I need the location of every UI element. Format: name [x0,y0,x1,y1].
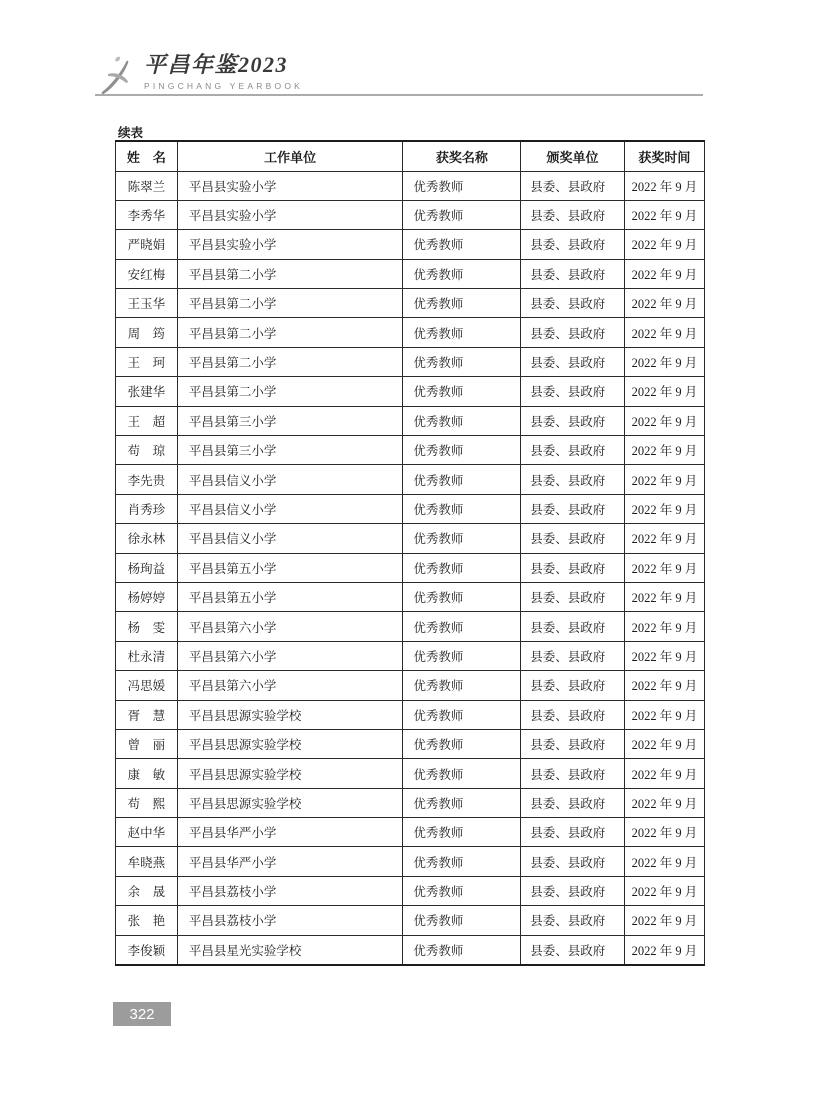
issuer-cell: 县委、县政府 [521,494,625,523]
issuer-cell: 县委、县政府 [521,876,625,905]
unit-cell: 平昌县第二小学 [177,347,403,376]
issuer-cell: 县委、县政府 [521,289,625,318]
unit-cell: 平昌县信义小学 [177,524,403,553]
issuer-cell: 县委、县政府 [521,406,625,435]
award-cell: 优秀教师 [403,524,521,553]
award-cell: 优秀教师 [403,259,521,288]
unit-cell: 平昌县华严小学 [177,847,403,876]
issuer-cell: 县委、县政府 [521,788,625,817]
name-cell: 曾 丽 [116,729,178,758]
name-cell: 苟 熙 [116,788,178,817]
date-cell: 2022 年 9 月 [624,671,704,700]
table-row [116,612,705,641]
issuer-cell: 县委、县政府 [521,906,625,935]
name-cell: 严晓娟 [116,230,178,259]
table-row [116,759,705,788]
award-cell: 优秀教师 [403,818,521,847]
name-cell: 李先贵 [116,465,178,494]
award-cell: 优秀教师 [403,788,521,817]
name-cell: 杨珣益 [116,553,178,582]
date-cell: 2022 年 9 月 [624,729,704,758]
award-cell: 优秀教师 [403,406,521,435]
issuer-cell: 县委、县政府 [521,377,625,406]
yearbook-swoosh-logo-icon [96,52,138,98]
unit-cell: 平昌县信义小学 [177,494,403,523]
brand-header [96,52,303,98]
table-row [116,729,705,758]
name-cell: 徐永林 [116,524,178,553]
issuer-cell: 县委、县政府 [521,847,625,876]
column-header-name: 姓 名 [116,141,178,171]
issuer-cell: 县委、县政府 [521,318,625,347]
unit-cell: 平昌县第二小学 [177,318,403,347]
table-row [116,171,705,200]
table-row [116,318,705,347]
award-cell: 优秀教师 [403,729,521,758]
issuer-cell: 县委、县政府 [521,524,625,553]
name-cell: 陈翠兰 [116,171,178,200]
table-row [116,230,705,259]
table-row [116,524,705,553]
award-cell: 优秀教师 [403,465,521,494]
unit-cell: 平昌县荔枝小学 [177,906,403,935]
issuer-cell: 县委、县政府 [521,612,625,641]
issuer-cell: 县委、县政府 [521,465,625,494]
date-cell: 2022 年 9 月 [624,700,704,729]
unit-cell: 平昌县第六小学 [177,671,403,700]
unit-cell: 平昌县实验小学 [177,171,403,200]
unit-cell: 平昌县第三小学 [177,436,403,465]
issuer-cell: 县委、县政府 [521,935,625,964]
issuer-cell: 县委、县政府 [521,641,625,670]
award-cell: 优秀教师 [403,582,521,611]
issuer-cell: 县委、县政府 [521,230,625,259]
award-cell: 优秀教师 [403,230,521,259]
award-cell: 优秀教师 [403,847,521,876]
table-row [116,876,705,905]
unit-cell: 平昌县星光实验学校 [177,935,403,964]
award-cell: 优秀教师 [403,200,521,229]
date-cell: 2022 年 9 月 [624,788,704,817]
table-row [116,465,705,494]
award-cell: 优秀教师 [403,318,521,347]
issuer-cell: 县委、县政府 [521,259,625,288]
name-cell: 苟 琼 [116,436,178,465]
date-cell: 2022 年 9 月 [624,259,704,288]
name-cell: 杨婷婷 [116,582,178,611]
name-cell: 赵中华 [116,818,178,847]
name-cell: 康 敏 [116,759,178,788]
date-cell: 2022 年 9 月 [624,553,704,582]
table-row [116,494,705,523]
date-cell: 2022 年 9 月 [624,935,704,964]
name-cell: 王 珂 [116,347,178,376]
table-row [116,641,705,670]
table-row [116,200,705,229]
unit-cell: 平昌县思源实验学校 [177,759,403,788]
awards-table [115,140,705,966]
date-cell: 2022 年 9 月 [624,818,704,847]
header-divider-rule [95,94,703,96]
page-number: 322 [129,1005,155,1023]
yearbook-subtitle: PINGCHANG YEARBOOK [144,81,303,91]
award-cell: 优秀教师 [403,876,521,905]
unit-cell: 平昌县第六小学 [177,612,403,641]
award-cell: 优秀教师 [403,171,521,200]
name-cell: 李俊颖 [116,935,178,964]
issuer-cell: 县委、县政府 [521,818,625,847]
issuer-cell: 县委、县政府 [521,671,625,700]
award-cell: 优秀教师 [403,289,521,318]
issuer-cell: 县委、县政府 [521,729,625,758]
award-cell: 优秀教师 [403,906,521,935]
unit-cell: 平昌县第五小学 [177,582,403,611]
award-cell: 优秀教师 [403,494,521,523]
name-cell: 李秀华 [116,200,178,229]
date-cell: 2022 年 9 月 [624,289,704,318]
table-row [116,436,705,465]
name-cell: 牟晓燕 [116,847,178,876]
table-row [116,377,705,406]
yearbook-title: 平昌年鉴2023 [144,52,289,77]
unit-cell: 平昌县第二小学 [177,289,403,318]
table-row [116,818,705,847]
issuer-cell: 县委、县政府 [521,347,625,376]
unit-cell: 平昌县实验小学 [177,200,403,229]
table-row [116,582,705,611]
issuer-cell: 县委、县政府 [521,582,625,611]
name-cell: 王 超 [116,406,178,435]
date-cell: 2022 年 9 月 [624,612,704,641]
award-cell: 优秀教师 [403,759,521,788]
award-cell: 优秀教师 [403,641,521,670]
date-cell: 2022 年 9 月 [624,436,704,465]
award-cell: 优秀教师 [403,612,521,641]
table-row [116,906,705,935]
date-cell: 2022 年 9 月 [624,347,704,376]
unit-cell: 平昌县第三小学 [177,406,403,435]
name-cell: 冯思媛 [116,671,178,700]
date-cell: 2022 年 9 月 [624,200,704,229]
award-cell: 优秀教师 [403,671,521,700]
date-cell: 2022 年 9 月 [624,406,704,435]
date-cell: 2022 年 9 月 [624,524,704,553]
date-cell: 2022 年 9 月 [624,230,704,259]
table-row [116,289,705,318]
unit-cell: 平昌县第二小学 [177,377,403,406]
table-row [116,671,705,700]
award-cell: 优秀教师 [403,347,521,376]
column-header-unit: 工作单位 [177,141,403,171]
table-row [116,553,705,582]
table-row [116,788,705,817]
column-header-award: 获奖名称 [403,141,521,171]
unit-cell: 平昌县华严小学 [177,818,403,847]
table-row [116,347,705,376]
unit-cell: 平昌县荔枝小学 [177,876,403,905]
column-header-date: 获奖时间 [624,141,704,171]
name-cell: 肖秀珍 [116,494,178,523]
table-row [116,406,705,435]
date-cell: 2022 年 9 月 [624,759,704,788]
award-cell: 优秀教师 [403,935,521,964]
award-cell: 优秀教师 [403,553,521,582]
continued-table-label: 续表 [118,126,144,140]
date-cell: 2022 年 9 月 [624,465,704,494]
name-cell: 胥 慧 [116,700,178,729]
name-cell: 张建华 [116,377,178,406]
issuer-cell: 县委、县政府 [521,700,625,729]
brand-text [144,52,303,91]
award-cell: 优秀教师 [403,700,521,729]
unit-cell: 平昌县实验小学 [177,230,403,259]
date-cell: 2022 年 9 月 [624,494,704,523]
name-cell: 周 筠 [116,318,178,347]
issuer-cell: 县委、县政府 [521,200,625,229]
name-cell: 余 晟 [116,876,178,905]
name-cell: 王玉华 [116,289,178,318]
table-row [116,259,705,288]
issuer-cell: 县委、县政府 [521,553,625,582]
date-cell: 2022 年 9 月 [624,171,704,200]
table-row [116,935,705,964]
unit-cell: 平昌县思源实验学校 [177,788,403,817]
date-cell: 2022 年 9 月 [624,876,704,905]
date-cell: 2022 年 9 月 [624,641,704,670]
date-cell: 2022 年 9 月 [624,377,704,406]
award-cell: 优秀教师 [403,377,521,406]
name-cell: 安红梅 [116,259,178,288]
name-cell: 杨 雯 [116,612,178,641]
name-cell: 杜永清 [116,641,178,670]
date-cell: 2022 年 9 月 [624,318,704,347]
date-cell: 2022 年 9 月 [624,906,704,935]
table-row [116,847,705,876]
unit-cell: 平昌县第六小学 [177,641,403,670]
issuer-cell: 县委、县政府 [521,436,625,465]
date-cell: 2022 年 9 月 [624,847,704,876]
unit-cell: 平昌县第二小学 [177,259,403,288]
unit-cell: 平昌县信义小学 [177,465,403,494]
unit-cell: 平昌县思源实验学校 [177,729,403,758]
issuer-cell: 县委、县政府 [521,171,625,200]
issuer-cell: 县委、县政府 [521,759,625,788]
unit-cell: 平昌县第五小学 [177,553,403,582]
table-row [116,700,705,729]
page-number-badge [113,1002,171,1026]
date-cell: 2022 年 9 月 [624,582,704,611]
column-header-issuer: 颁奖单位 [521,141,625,171]
table-body [116,171,705,965]
unit-cell: 平昌县思源实验学校 [177,700,403,729]
award-cell: 优秀教师 [403,436,521,465]
header-row [116,141,705,171]
awards-table-header [116,141,705,171]
name-cell: 张 艳 [116,906,178,935]
